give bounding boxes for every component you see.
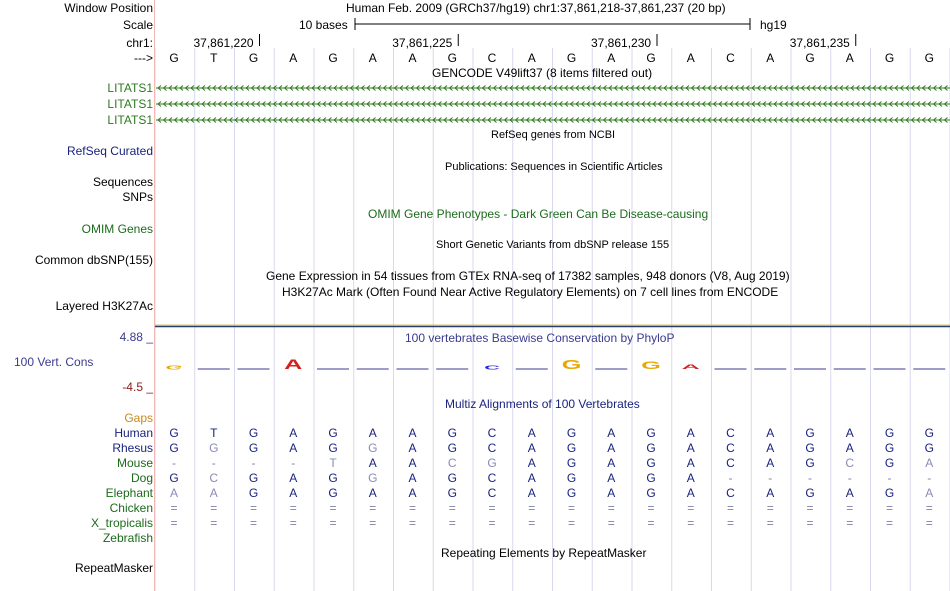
base-letter: G bbox=[447, 51, 457, 65]
alignment-base: = bbox=[488, 501, 496, 515]
species-label[interactable]: Zebrafish bbox=[102, 531, 153, 545]
alignment-base: A bbox=[527, 471, 536, 485]
alignment-base: A bbox=[845, 486, 854, 500]
ruler-tick-label: 37,861,225 bbox=[392, 36, 453, 50]
alignment-base: = bbox=[925, 501, 933, 515]
alignment-base: A bbox=[169, 486, 178, 500]
alignment-base: - bbox=[172, 456, 176, 470]
alignment-base: = bbox=[170, 516, 178, 530]
alignment-base: = bbox=[528, 501, 536, 515]
omim-label[interactable]: OMIM Genes bbox=[81, 222, 153, 236]
base-letter: C bbox=[487, 51, 497, 65]
alignment-base: C bbox=[487, 426, 497, 440]
alignment-base: = bbox=[687, 516, 695, 530]
alignment-base: G bbox=[368, 441, 378, 455]
alignment-base: = bbox=[448, 516, 456, 530]
conservation-min: -4.5 _ bbox=[122, 380, 153, 394]
alignment-base: = bbox=[726, 501, 734, 515]
alignment-base: A bbox=[289, 471, 298, 485]
alignment-base: G bbox=[646, 471, 656, 485]
base-letter: A bbox=[289, 51, 298, 65]
base-letter: G bbox=[566, 51, 577, 65]
alignment-base: T bbox=[210, 426, 218, 440]
alignment-base: A bbox=[408, 486, 417, 500]
alignment-base: A bbox=[289, 486, 298, 500]
alignment-base: = bbox=[408, 516, 416, 530]
alignment-base: G bbox=[447, 471, 457, 485]
alignment-base: G bbox=[487, 456, 497, 470]
alignment-base: C bbox=[726, 426, 735, 440]
alignment-base: G bbox=[805, 486, 815, 500]
multiz-title: Multiz Alignments of 100 Vertebrates bbox=[445, 397, 640, 411]
alignment-base: G bbox=[646, 486, 656, 500]
h3k27ac-label[interactable]: Layered H3K27Ac bbox=[55, 299, 153, 313]
alignment-base: A bbox=[527, 486, 536, 500]
alignment-base: A bbox=[686, 486, 695, 500]
species-label[interactable]: Human bbox=[114, 426, 153, 440]
base-letter: G bbox=[169, 51, 179, 65]
h3k27ac-title: H3K27Ac Mark (Often Found Near Active Regulatory Elements) on 7 cell lines from ENCODE bbox=[282, 285, 779, 299]
alignment-base: G bbox=[447, 426, 457, 440]
phylop-glyph: C bbox=[484, 364, 500, 370]
alignment-base: A bbox=[607, 486, 616, 500]
alignment-base: G bbox=[328, 471, 338, 485]
alignment-base: G bbox=[209, 441, 219, 455]
gtex-title: Gene Expression in 54 tissues from GTEx RNA-seq of 17382 samples, 948 donors (V8, Aug 2019) bbox=[266, 269, 790, 283]
phylop-glyph: G bbox=[561, 358, 582, 373]
alignment-base: = bbox=[607, 516, 615, 530]
alignment-base: G bbox=[884, 441, 895, 455]
alignment-base: = bbox=[369, 501, 377, 515]
alignment-base: C bbox=[726, 456, 735, 470]
phylop-glyph: A bbox=[681, 363, 700, 371]
alignment-base: = bbox=[726, 516, 734, 530]
base-letter: G bbox=[646, 51, 656, 65]
alignment-base: G bbox=[884, 486, 895, 500]
base-letter: A bbox=[527, 51, 536, 65]
base-letter: G bbox=[328, 51, 338, 65]
base-letter: A bbox=[368, 51, 377, 65]
chrom-label: chr1: bbox=[126, 36, 153, 50]
alignment-base: G bbox=[169, 426, 179, 440]
alignment-base: G bbox=[328, 486, 338, 500]
alignment-base: G bbox=[328, 426, 338, 440]
alignment-base: A bbox=[925, 456, 934, 470]
alignment-base: = bbox=[170, 501, 178, 515]
alignment-base: G bbox=[169, 441, 179, 455]
alignment-base: A bbox=[368, 426, 377, 440]
alignment-base: C bbox=[845, 456, 855, 470]
alignment-base: A bbox=[607, 441, 616, 455]
alignment-base: G bbox=[805, 456, 815, 470]
base-letter: T bbox=[210, 51, 218, 65]
alignment-base: G bbox=[805, 441, 815, 455]
alignment-base: C bbox=[726, 441, 735, 455]
alignment-base: G bbox=[447, 441, 457, 455]
conservation-title: 100 vertebrates Basewise Conservation by PhyloP bbox=[405, 331, 675, 345]
alignment-base: A bbox=[766, 426, 775, 440]
dbsnp-title: Short Genetic Variants from dbSNP release 155 bbox=[436, 239, 670, 251]
alignment-base: = bbox=[249, 516, 257, 530]
alignment-base: = bbox=[488, 516, 496, 530]
alignment-base: A bbox=[408, 456, 417, 470]
refseq-label[interactable]: RefSeq Curated bbox=[66, 144, 153, 158]
alignment-base: G bbox=[646, 456, 656, 470]
alignment-base: = bbox=[885, 516, 893, 530]
alignment-base: G bbox=[884, 456, 895, 470]
base-letter: C bbox=[726, 51, 735, 65]
alignment-base: - bbox=[211, 456, 216, 470]
publications-label-sequences[interactable]: Sequences bbox=[92, 175, 153, 189]
alignment-base: - bbox=[927, 471, 932, 485]
alignment-base: = bbox=[289, 516, 297, 530]
conservation-label[interactable]: 100 Vert. Cons bbox=[14, 355, 94, 369]
alignment-base: = bbox=[846, 501, 854, 515]
gencode-item-label[interactable]: LITATS1 bbox=[107, 97, 153, 111]
base-letter: A bbox=[408, 51, 417, 65]
alignment-base: A bbox=[607, 456, 616, 470]
alignment-base: A bbox=[289, 426, 298, 440]
alignment-base: C bbox=[487, 471, 497, 485]
alignment-base: = bbox=[687, 501, 695, 515]
alignment-base: = bbox=[329, 501, 337, 515]
gencode-item-label[interactable]: LITATS1 bbox=[107, 81, 153, 95]
alignment-base: T bbox=[329, 456, 337, 470]
alignment-base: C bbox=[726, 486, 735, 500]
scale-db: hg19 bbox=[760, 18, 787, 32]
alignment-base: A bbox=[368, 456, 377, 470]
alignment-base: = bbox=[567, 516, 575, 530]
alignment-base: A bbox=[527, 456, 536, 470]
alignment-base: A bbox=[845, 441, 854, 455]
alignment-base: G bbox=[646, 426, 656, 440]
alignment-base: - bbox=[808, 471, 812, 485]
window-position-label: Window Position bbox=[64, 1, 153, 15]
alignment-base: A bbox=[209, 486, 218, 500]
alignment-base: G bbox=[447, 486, 457, 500]
ruler-tick-label: 37,861,235 bbox=[789, 36, 850, 50]
omim-title: OMIM Gene Phenotypes - Dark Green Can Be Disease-causing bbox=[368, 207, 709, 221]
alignment-base: C bbox=[209, 471, 219, 485]
alignment-base: A bbox=[408, 471, 417, 485]
alignment-base: G bbox=[248, 426, 259, 440]
alignment-base: A bbox=[766, 486, 775, 500]
alignment-base: G bbox=[566, 471, 577, 485]
alignment-base: = bbox=[647, 501, 655, 515]
ruler-tick-label: 37,861,220 bbox=[193, 36, 254, 50]
alignment-base: - bbox=[251, 456, 256, 470]
ruler-tick-label: 37,861,230 bbox=[591, 36, 652, 50]
alignment-base: - bbox=[847, 471, 852, 485]
alignment-base: G bbox=[646, 441, 656, 455]
base-letter: G bbox=[248, 51, 259, 65]
alignment-base: = bbox=[766, 516, 774, 530]
alignment-base: = bbox=[528, 516, 536, 530]
alignment-base: - bbox=[768, 471, 773, 485]
alignment-base: A bbox=[527, 426, 536, 440]
alignment-base: A bbox=[686, 426, 695, 440]
repeatmasker-title: Repeating Elements by RepeatMasker bbox=[441, 546, 647, 560]
species-label[interactable]: Mouse bbox=[116, 456, 153, 470]
alignment-base: - bbox=[887, 471, 892, 485]
alignment-base: A bbox=[607, 426, 616, 440]
alignment-base: - bbox=[728, 471, 733, 485]
base-letter: G bbox=[924, 51, 934, 65]
species-label[interactable]: Elephant bbox=[105, 486, 153, 500]
alignment-base: A bbox=[527, 441, 536, 455]
refseq-title: RefSeq genes from NCBI bbox=[491, 129, 616, 141]
alignment-base: G bbox=[169, 471, 179, 485]
alignment-base: = bbox=[210, 501, 218, 515]
alignment-base: C bbox=[487, 486, 497, 500]
gencode-item-label[interactable]: LITATS1 bbox=[107, 113, 153, 127]
publications-title: Publications: Sequences in Scientific Articles bbox=[445, 161, 663, 173]
alignment-base: G bbox=[566, 426, 577, 440]
alignment-base: = bbox=[925, 516, 933, 530]
alignment-base: A bbox=[845, 426, 854, 440]
alignment-base: = bbox=[369, 516, 377, 530]
alignment-base: A bbox=[766, 441, 775, 455]
alignment-base: G bbox=[884, 426, 895, 440]
base-letter: A bbox=[686, 51, 695, 65]
alignment-base: = bbox=[289, 501, 297, 515]
alignment-base: = bbox=[567, 501, 575, 515]
species-label[interactable]: Rhesus bbox=[112, 441, 153, 455]
alignment-base: G bbox=[566, 441, 577, 455]
alignment-base: = bbox=[329, 516, 337, 530]
alignment-base: G bbox=[248, 441, 259, 455]
phylop-glyph: G bbox=[165, 364, 183, 370]
alignment-base: A bbox=[686, 456, 695, 470]
alignment-base: = bbox=[806, 501, 814, 515]
scale-text: 10 bases bbox=[299, 18, 348, 32]
species-label[interactable]: Dog bbox=[130, 471, 153, 485]
window-position-value: Human Feb. 2009 (GRCh37/hg19) chr1:37,861,218-37,861,237 (20 bp) bbox=[346, 1, 726, 15]
alignment-base: = bbox=[766, 501, 774, 515]
alignment-base: A bbox=[607, 471, 616, 485]
alignment-base: A bbox=[766, 456, 775, 470]
alignment-base: = bbox=[885, 501, 893, 515]
alignment-base: = bbox=[806, 516, 814, 530]
base-letter: A bbox=[845, 51, 854, 65]
alignment-base: G bbox=[328, 441, 338, 455]
alignment-base: = bbox=[408, 501, 416, 515]
alignment-base: = bbox=[210, 516, 218, 530]
alignment-base: G bbox=[924, 426, 934, 440]
alignment-base: A bbox=[686, 471, 695, 485]
alignment-base: = bbox=[647, 516, 655, 530]
alignment-base: G bbox=[566, 486, 577, 500]
alignment-base: = bbox=[249, 501, 257, 515]
alignment-base: A bbox=[289, 441, 298, 455]
base-letter: A bbox=[766, 51, 775, 65]
publications-label-snps[interactable]: SNPs bbox=[122, 190, 153, 204]
alignment-base: G bbox=[248, 471, 259, 485]
alignment-base: G bbox=[566, 456, 577, 470]
alignment-base: - bbox=[291, 456, 296, 470]
alignment-base: = bbox=[846, 516, 854, 530]
alignment-base: A bbox=[686, 441, 695, 455]
gaps-label[interactable]: Gaps bbox=[124, 411, 153, 425]
alignment-base: G bbox=[368, 471, 378, 485]
species-label[interactable]: Chicken bbox=[109, 501, 153, 515]
alignment-base: G bbox=[924, 441, 934, 455]
alignment-base: G bbox=[805, 426, 815, 440]
alignment-base: C bbox=[447, 456, 457, 470]
alignment-base: = bbox=[607, 501, 615, 515]
conservation-max: 4.88 _ bbox=[119, 330, 153, 344]
base-letter: G bbox=[805, 51, 815, 65]
alignment-base: A bbox=[408, 441, 417, 455]
alignment-base: = bbox=[448, 501, 456, 515]
alignment-base: A bbox=[925, 486, 934, 500]
phylop-glyph: G bbox=[641, 359, 661, 372]
alignment-base: A bbox=[368, 486, 377, 500]
strand-label: ---> bbox=[134, 51, 153, 65]
phylop-glyph: A bbox=[284, 357, 303, 373]
alignment-base: C bbox=[487, 441, 497, 455]
alignment-base: A bbox=[408, 426, 417, 440]
species-label[interactable]: X_tropicalis bbox=[90, 516, 153, 530]
alignment-base: G bbox=[248, 486, 259, 500]
base-letter: G bbox=[884, 51, 895, 65]
base-letter: A bbox=[607, 51, 616, 65]
dbsnp-label[interactable]: Common dbSNP(155) bbox=[34, 253, 153, 267]
gencode-title: GENCODE V49lift37 (8 items filtered out) bbox=[432, 66, 653, 80]
repeatmasker-label[interactable]: RepeatMasker bbox=[74, 561, 153, 575]
scale-label: Scale bbox=[122, 18, 153, 32]
